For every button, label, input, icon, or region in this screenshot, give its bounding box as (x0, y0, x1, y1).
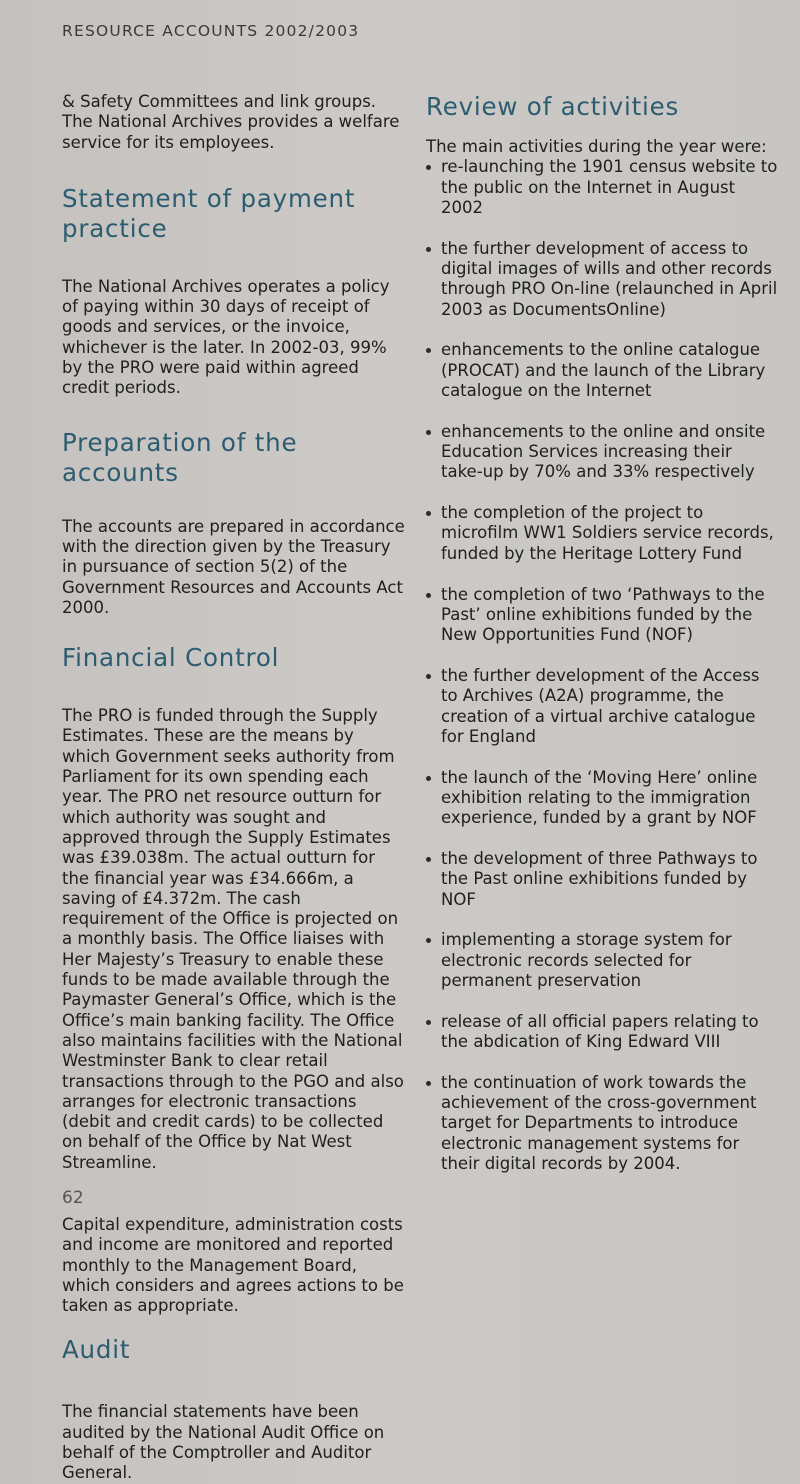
list-item (426, 768, 778, 829)
list-item (426, 930, 778, 991)
bullet-icon (426, 1081, 431, 1086)
list-item-text: release of all official papers relating to the abdication of King Edward VIII (441, 1011, 759, 1052)
list-item-text: the further development of the Access to Archives (A2A) programme, the creation of a virtual archive catalogue for England (441, 665, 760, 746)
review-heading: Review of activities (426, 92, 680, 121)
preparation-heading: Preparation of the accounts (62, 427, 298, 487)
list-item-text: the launch of the ‘Moving Here’ online exhibition relating to the immigration experience, funded by a grant by NOF (441, 767, 758, 828)
list-item (426, 1073, 778, 1174)
bullet-icon (426, 674, 431, 679)
list-item-text: re-launching the 1901 census website to the public on the Internet in August 2002 (441, 157, 778, 217)
running-head: RESOURCE ACCOUNTS 2002/2003 (62, 22, 360, 40)
page-number: 62 (62, 1188, 84, 1208)
bullet-icon (426, 776, 431, 781)
list-item-text: the continuation of work towards the achievement of the cross-government target for Departments to introduce electronic management systems for their digital records by 2004. (441, 1072, 757, 1174)
intro-paragraph: & Safety Committees and link groups. The National Archives provides a welfare service for its employees. (62, 92, 400, 152)
bullet-icon (426, 593, 431, 598)
financial-control-paragraph-2: Capital expenditure, administration costs and income are monitored and reported monthly to the Management Board, which considers and agrees actions to be taken as appropriate. (62, 1214, 404, 1316)
audit-heading: Audit (62, 1335, 131, 1365)
list-item (426, 1012, 778, 1053)
bullet-icon (426, 348, 431, 353)
financial-control-paragraph-1: The PRO is funded through the Supply Estimates. These are the means by which Government seeks authority from Parliament for its own spending each year. The PRO net resource outturn for which authority was sought and approved through the Supply Estimates was £39.038m. The actual outturn for the financial year was £34.666m, a saving of £4.372m. The cash requirement of the Office is projected on a monthly basis. The Office liaises with Her Majesty’s Treasury to enable these funds to be made available through the Paymaster General’s Office, which is the Office’s main banking facility. The Office also maintains facilities with the National Westminster Bank to clear retail transactions through to the PGO and also arranges for electronic transactions (debit and credit cards) to be collected on behalf of the Office by Nat West Streamline. (62, 706, 404, 1172)
list-item (426, 157, 778, 218)
preparation-paragraph: The accounts are prepared in accordance with the direction given by the Treasury in pursuance of section 5(2) of the Government Resources and Accounts Act 2000. (62, 516, 405, 617)
bullet-icon (426, 1020, 431, 1025)
list-item (426, 849, 778, 910)
right-column (426, 92, 778, 1195)
bullet-icon (426, 247, 431, 252)
list-item-text: the further development of access to digital images of wills and other records through PRO On-line (relaunched in April 2003 as DocumentsOnline) (441, 238, 778, 319)
bullet-icon (426, 857, 431, 862)
list-item-text: enhancements to the online catalogue (PROCAT) and the launch of the Library catalogue on the Internet (441, 340, 766, 400)
activities-list (426, 157, 778, 1174)
financial-control-heading: Financial Control (62, 643, 280, 673)
list-item-text: enhancements to the online and onsite Education Services increasing their take-up by 70% and 33% respectively (441, 421, 766, 482)
list-item (426, 340, 778, 401)
list-item-text: the development of three Pathways to the Past online exhibitions funded by NOF (441, 849, 758, 909)
list-item (426, 422, 778, 483)
bullet-icon (426, 938, 431, 943)
bullet-icon (426, 430, 431, 435)
list-item-text: the completion of two ‘Pathways to the Past’ online exhibitions funded by the New Opportunities Fund (NOF) (441, 584, 765, 645)
list-item-text: implementing a storage system for electronic records selected for permanent preservation (441, 930, 732, 990)
bullet-icon (426, 511, 431, 516)
activities-lead: The main activities during the year were: (426, 137, 767, 156)
list-item (426, 666, 778, 747)
audit-paragraph: The financial statements have been audited by the National Audit Office on behalf of the Comptroller and Auditor General. (62, 1402, 385, 1483)
statement-heading: Statement of payment practice (62, 183, 356, 243)
list-item (426, 585, 778, 646)
left-column (62, 92, 407, 1484)
statement-paragraph: The National Archives operates a policy of paying within 30 days of receipt of goods and services, or the invoice, whichever is the later. In 2002-03, 99% by the PRO were paid within agreed credit periods. (62, 276, 390, 398)
bullet-icon (426, 165, 431, 170)
list-item (426, 239, 778, 320)
list-item-text: the completion of the project to microfilm WW1 Soldiers service records, funded by the Heritage Lottery Fund (441, 503, 774, 563)
list-item (426, 503, 778, 564)
